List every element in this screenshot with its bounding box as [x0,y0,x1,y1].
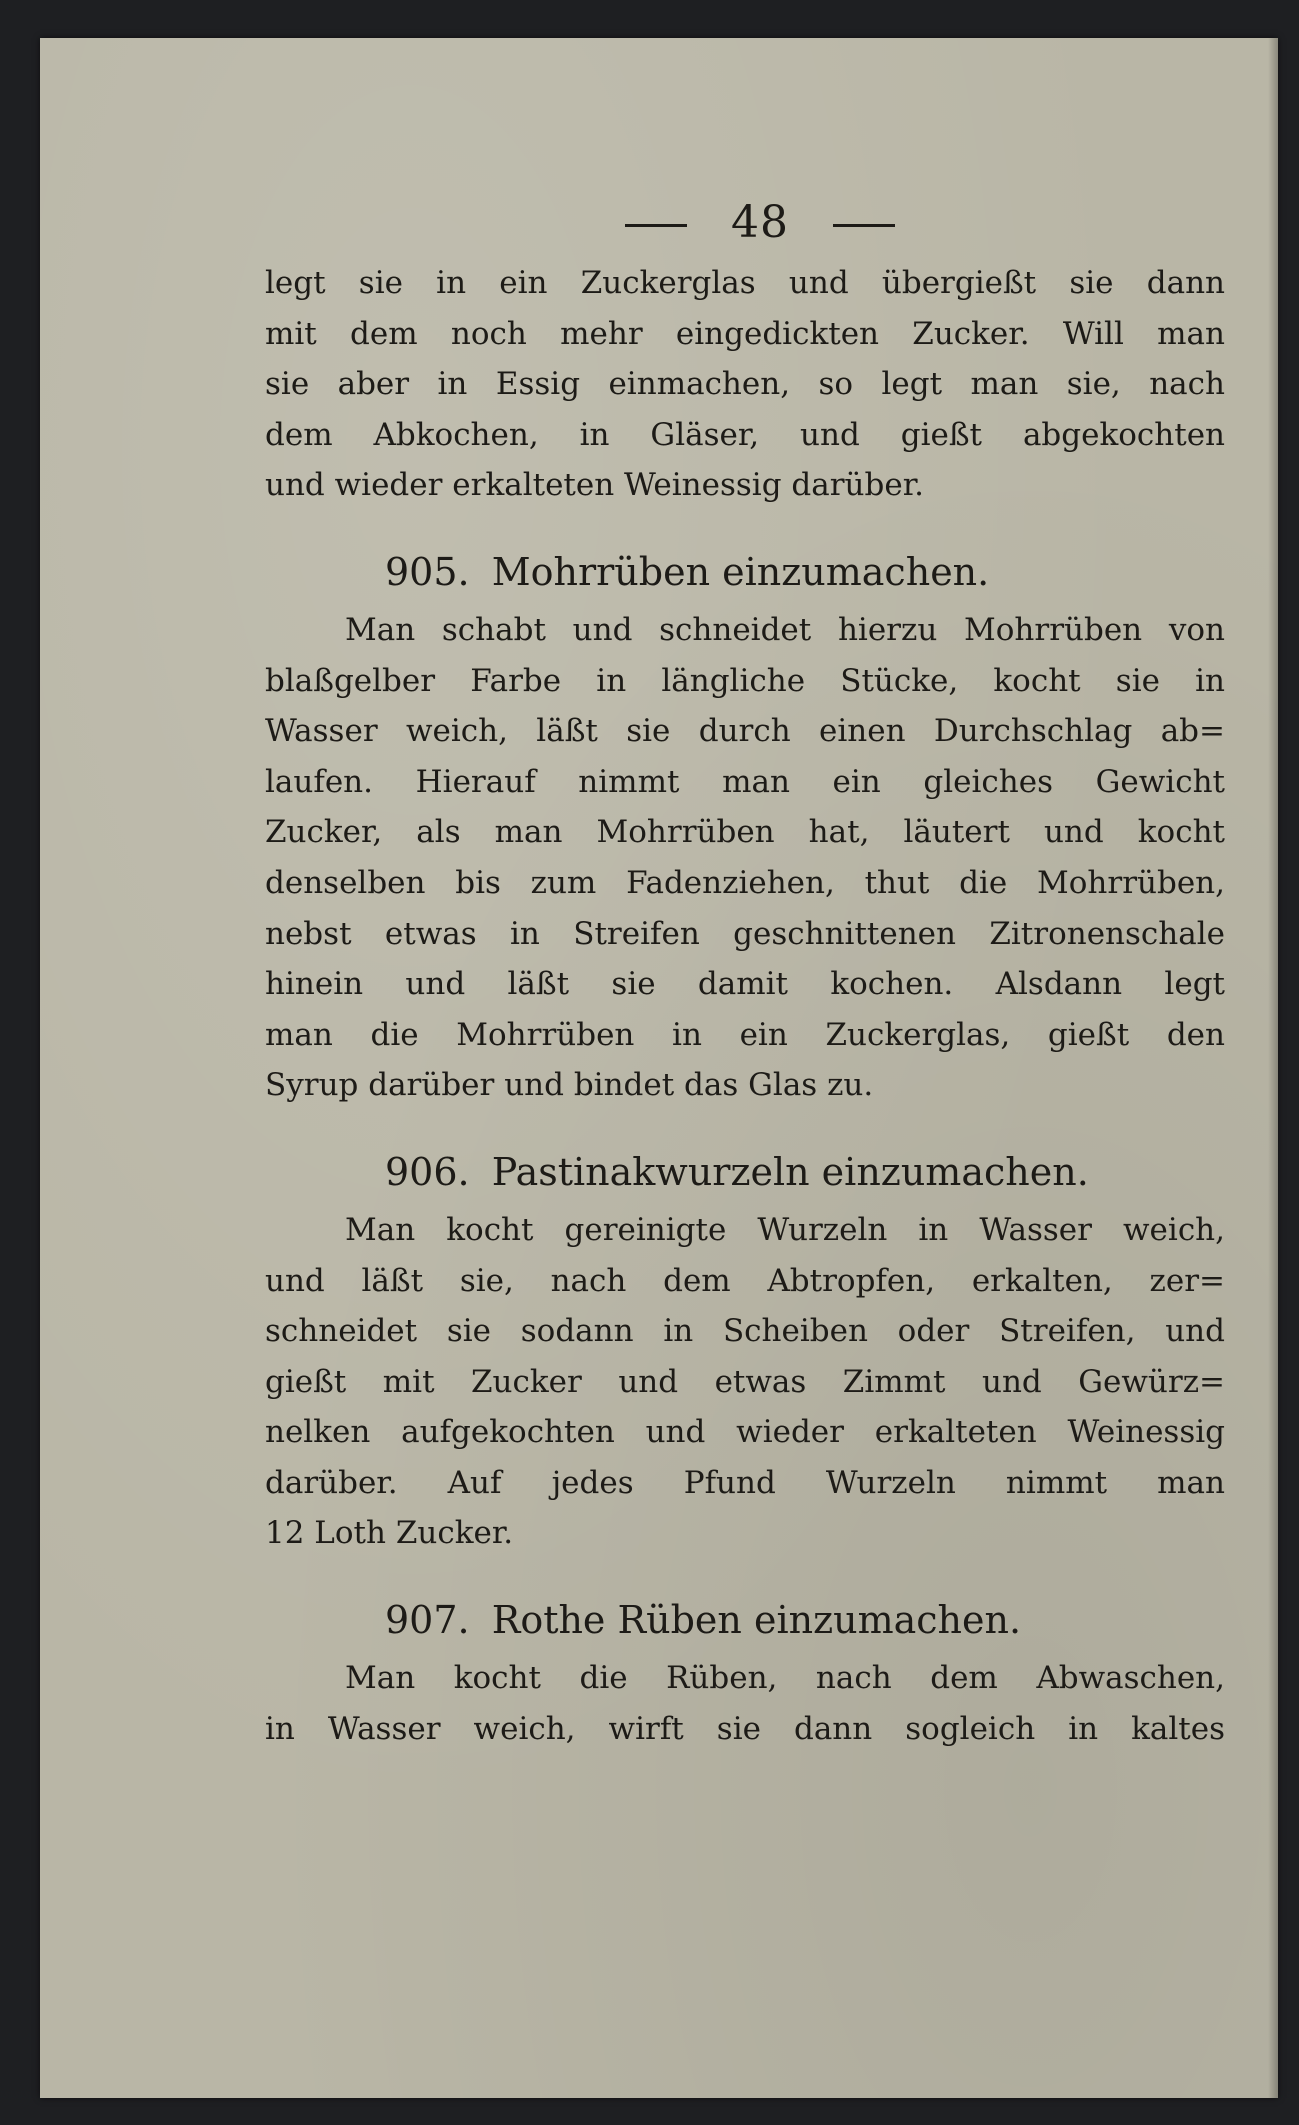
header-dash-left [625,224,687,227]
text-line: denselben bis zum Fadenziehen, thut die Mohrrüben, [265,864,1225,901]
section-title: Pastinakwurzeln einzumachen. [491,1149,1089,1194]
text-line: Wasser weich, läßt sie durch einen Durchschlag ab= [265,713,1225,750]
section-paragraph-906 [265,1205,1225,1559]
header-dash-right [833,224,895,227]
text-line: nebst etwas in Streifen geschnittenen Zitronenschale [265,915,1225,952]
section-title: Rothe Rüben einzumachen. [491,1598,1022,1643]
text-line: Zucker, als man Mohrrüben hat, läutert und kocht [265,814,1225,851]
text-line: Man kocht die Rüben, nach dem Abwaschen, [345,1660,1225,1697]
text-line: hinein und läßt sie damit kochen. Alsdann legt [265,966,1225,1003]
section-heading-906 [265,1145,1225,1199]
text-line: 12 Loth Zucker. [265,1515,514,1552]
page-number: 48 [731,197,789,248]
text-line: darüber. Auf jedes Pfund Wurzeln nimmt man [265,1464,1225,1501]
text-line: laufen. Hierauf nimmt man ein gleiches Gewicht [265,763,1225,800]
text-line: Man kocht gereinigte Wurzeln in Wasser weich, [345,1211,1225,1248]
text-line: nelken aufgekochten und wieder erkalteten Weinessig [265,1414,1225,1451]
text-line: und läßt sie, nach dem Abtropfen, erkalten, zer= [265,1262,1225,1299]
text-line: gießt mit Zucker und etwas Zimmt und Gewürz= [265,1363,1225,1400]
section-paragraph-907 [265,1653,1225,1754]
text-line: mit dem noch mehr eingedickten Zucker. Will man [265,315,1225,352]
text-line: dem Abkochen, in Gläser, und gießt abgekochten [265,416,1225,453]
text-line: Syrup darüber und bindet das Glas zu. [265,1067,874,1104]
section-paragraph-905 [265,605,1225,1111]
section-heading-905 [265,545,1225,599]
page-edge-shadow [1268,38,1278,2098]
text-line: blaßgelber Farbe in längliche Stücke, kocht sie in [265,662,1225,699]
section-number: 905. [385,549,470,594]
section-title: Mohrrüben einzumachen. [491,549,990,594]
section-number: 906. [385,1149,470,1194]
page-header [295,188,1225,258]
text-line: sie aber in Essig einmachen, so legt man sie, nach [265,366,1225,403]
book-page [40,38,1278,2098]
text-line: und wieder erkalteten Weinessig darüber. [265,467,924,504]
text-line: Man schabt und schneidet hierzu Mohrrüben von [345,611,1225,648]
section-number: 907. [385,1598,470,1643]
intro-paragraph [265,258,1225,511]
text-line: legt sie in ein Zuckerglas und übergießt sie dann [265,265,1225,301]
text-line: schneidet sie sodann in Scheiben oder Streifen, und [265,1313,1225,1350]
page-text [265,188,1225,1754]
text-line: in Wasser weich, wirft sie dann sogleich in kaltes [265,1710,1225,1747]
section-heading-907 [265,1593,1225,1647]
text-line: man die Mohrrüben in ein Zuckerglas, gießt den [265,1016,1225,1053]
